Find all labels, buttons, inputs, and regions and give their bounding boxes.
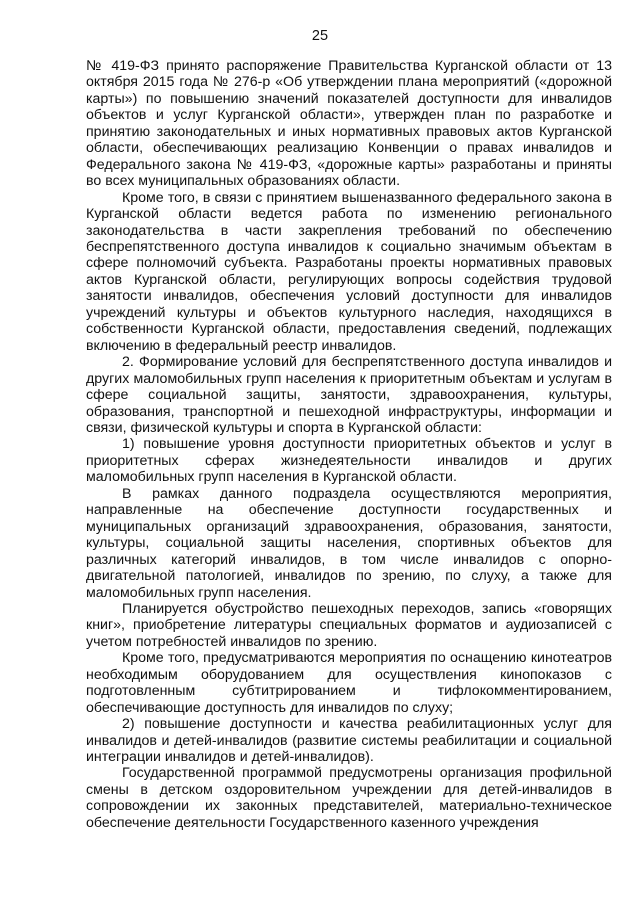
paragraph-pedestrian-crossings: Планируется обустройство пешеходных переходов, запись «говорящих книг», приобретение литературы специальных форматов и аудиозаписей с учетом потребностей инвалидов по зрению. xyxy=(86,600,612,650)
paragraph-section-2-heading: 2. Формирование условий для беспрепятственного доступа инвалидов и других маломобильных групп населения к приоритетным объектам и услугам в сфере социальной защиты, занятости, здравоохранения, культуры, образования, транспортной и пешеходной инфраструктуры, информации и связи, физической культуры и спорта в Курганской области: xyxy=(86,354,612,436)
paragraph-cinemas: Кроме того, предусматриваются мероприятия по оснащению кинотеатров необходимым оборудованием для осуществления кинопоказов с подготовленным субтитрированием и тифлокомментированием, обеспечивающие доступность для инвалидов по слуху; xyxy=(86,650,612,716)
document-body xyxy=(86,58,612,831)
paragraph-law-419-fz: № 419-ФЗ принято распоряжение Правительства Курганской области от 13 октября 2015 года № 276-р «Об утверждении плана мероприятий («дорожной карты») по повышению значений показателей доступности для инвалидов объектов и услуг Курганской области», утвержден план по разработке и принятию законодательных и иных нормативных правовых актов Курганской области, обеспечивающих реализацию Конвенции о правах инвалидов и Федерального закона № 419-ФЗ, «дорожные карты» разработаны и приняты во всех муниципальных образованиях области. xyxy=(86,58,612,190)
paragraph-regional-legislation: Кроме того, в связи с принятием вышеназванного федерального закона в Курганской области ведется работа по изменению регионального законодательства в части закрепления требований по обеспечению беспрепятственного доступа инвалидов к социально значимым объектам в сфере полномочий субъекта. Разработаны проекты нормативных правовых актов Курганской области, регулирующих вопросы содействия трудовой занятости инвалидов, обеспечения условий доступности для инвалидов учреждений культуры и объектов культурного наследия, находящихся в собственности Курганской области, предоставления сведений, подлежащих включению в федеральный реестр инвалидов. xyxy=(86,189,612,354)
page-number: 25 xyxy=(311,28,329,44)
paragraph-subsection-measures: В рамках данного подраздела осуществляются мероприятия, направленные на обеспечение доступности государственных и муниципальных организаций здравоохранения, образования, занятости, культуры, социальной защиты населения, спортивных объектов для различных категорий инвалидов, в том числе инвалидов с опорно-двигательной патологией, инвалидов по зрению, по слуху, а также для маломобильных групп населения. xyxy=(86,485,612,601)
paragraph-state-program: Государственной программой предусмотрены организация профильной смены в детском оздоровительном учреждении для детей-инвалидов в сопровождении их законных представителей, материально-техническое обеспечение деятельности Государственного казенного учреждения xyxy=(86,765,612,831)
paragraph-item-2: 2) повышение доступности и качества реабилитационных услуг для инвалидов и детей-инвалидов (развитие системы реабилитации и социальной интеграции инвалидов и детей-инвалидов). xyxy=(86,716,612,766)
paragraph-item-1: 1) повышение уровня доступности приоритетных объектов и услуг в приоритетных сферах жизнедеятельности инвалидов и других маломобильных групп населения в Курганской области. xyxy=(86,436,612,486)
